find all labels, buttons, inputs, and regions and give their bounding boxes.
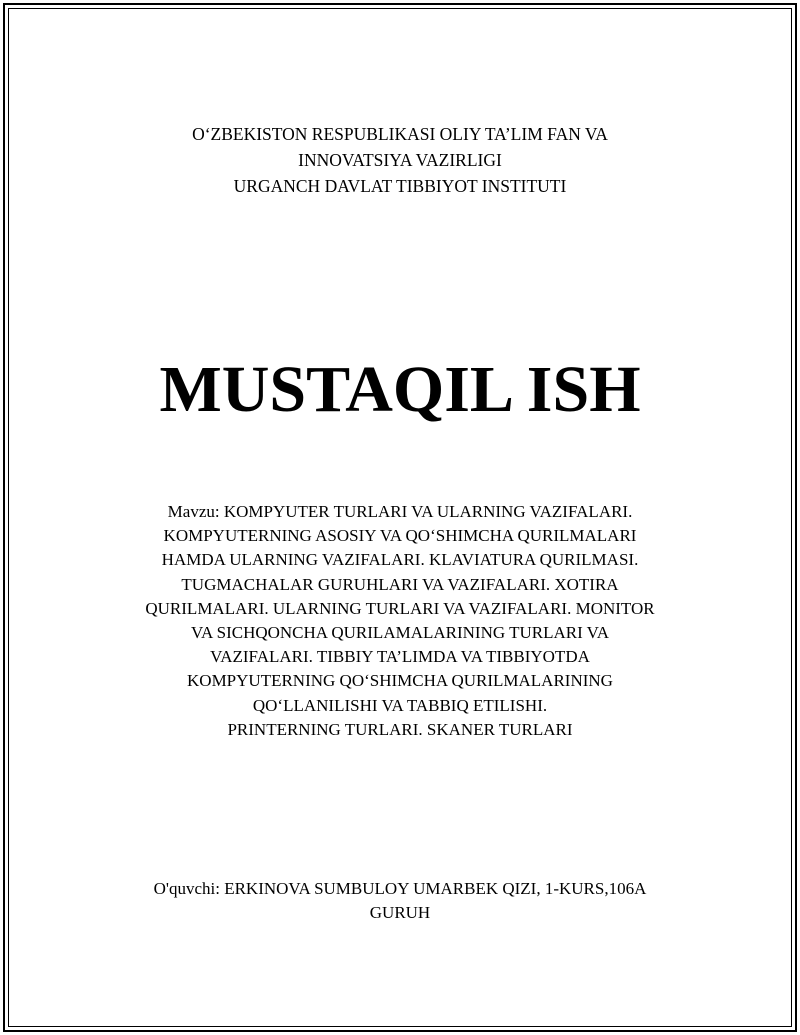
topic-line: PRINTERNING TURLARI. SKANER TURLARI xyxy=(227,719,573,739)
student-line: O'quvchi: ERKINOVA SUMBULOY UMARBEK QIZI, 1-KURS,106A xyxy=(153,879,647,898)
institution-line: O‘ZBEKISTON RESPUBLIKASI OLIY TA’LIM FAN VA xyxy=(192,124,608,144)
topic-line: QO‘LLANILISHI VA TABBIQ ETILISHI. xyxy=(252,695,548,715)
page-title: MUSTAQIL ISH xyxy=(159,353,641,426)
topic-paragraph xyxy=(110,500,690,742)
topic-line: KOMPYUTERNING QO‘SHIMCHA QURILMALARINING xyxy=(187,671,613,691)
institution-line: URGANCH DAVLAT TIBBIYOT INSTITUTI xyxy=(233,176,567,196)
topic-line: VAZIFALARI. TIBBIY TA’LIMDA VA TIBBIYOTDA xyxy=(210,647,590,667)
topic-line: KOMPYUTERNING ASOSIY VA QO‘SHIMCHA QURILMALARI xyxy=(163,526,637,546)
student-line: GURUH xyxy=(369,903,431,922)
topic-line: QURILMALARI. ULARNING TURLARI VA VAZIFALARI. MONITOR xyxy=(145,598,655,618)
topic-line: TUGMACHALAR GURUHLARI VA VAZIFALARI. XOTIRA xyxy=(181,574,619,594)
institution-line: INNOVATSIYA VAZIRLIGI xyxy=(298,150,502,170)
topic-line: HAMDA ULARNING VAZIFALARI. KLAVIATURA QURILMASI. xyxy=(161,550,639,570)
topic-line: VA SICHQONCHA QURILAMALARINING TURLARI VA xyxy=(190,623,610,643)
institution-header xyxy=(0,121,800,199)
topic-line: Mavzu: KOMPYUTER TURLARI VA ULARNING VAZIFALARI. xyxy=(167,502,633,521)
student-info xyxy=(0,877,800,925)
